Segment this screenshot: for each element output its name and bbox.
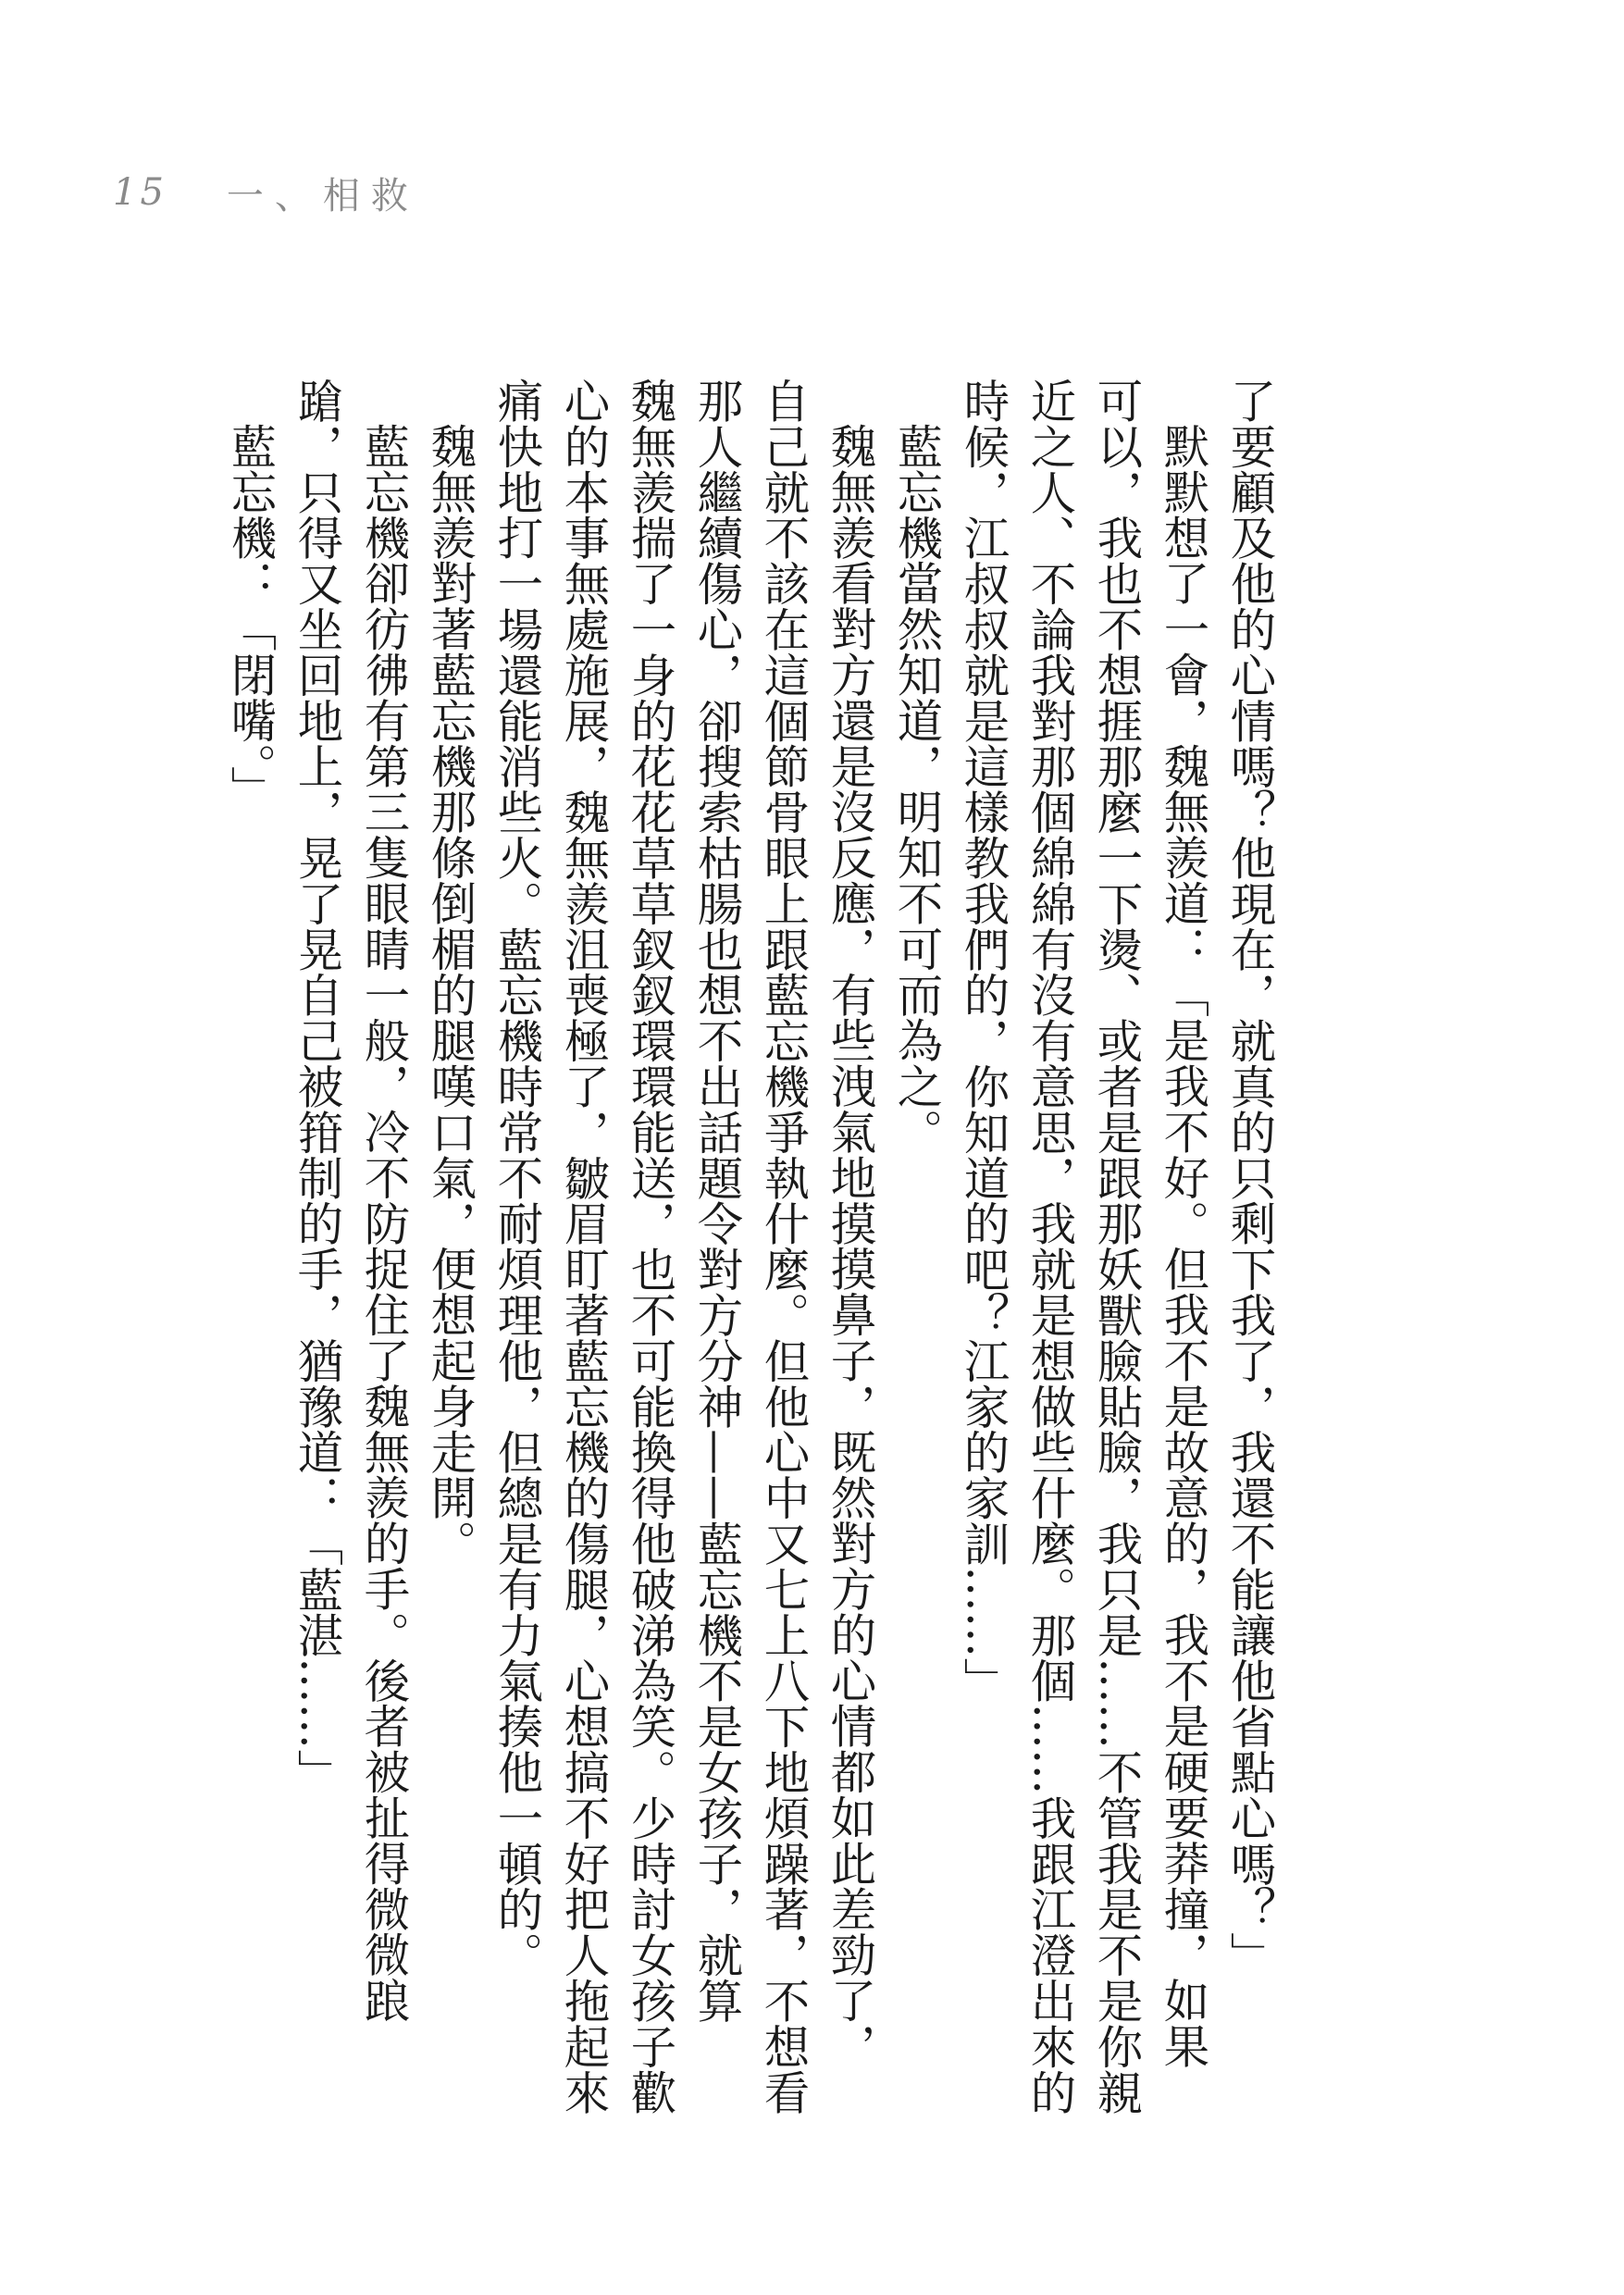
body-text [224, 378, 1283, 2115]
text-column: 心的本事無處施展，魏無羨沮喪極了，皺眉盯著藍忘機的傷腿，心想搞不好把人拖起來 [557, 378, 611, 2115]
text-column: 魏無羨揣了一身的花花草草釵釵環環能送，也不可能換得他破涕為笑。少時討女孩子歡 [624, 378, 677, 2115]
text-column: 藍忘機：「閉嘴。」 [224, 423, 278, 813]
text-column: 可以，我也不想捱那麼一下燙、或者是跟那妖獸臉貼臉，我只是……不管我是不是你親 [1090, 378, 1144, 2115]
text-column: 近之人、不論我對那個綿綿有沒有意思，我就是想做些什麼。那個……我跟江澄出來的 [1023, 378, 1077, 2115]
running-header [113, 165, 419, 220]
text-column: 自己就不該在這個節骨眼上跟藍忘機爭執什麼。但他心中又七上八下地煩躁著，不想看 [757, 378, 811, 2115]
text-column: 藍忘機卻彷彿有第三隻眼睛一般，冷不防捉住了魏無羨的手。後者被扯得微微踉 [357, 423, 411, 2024]
text-column: 了要顧及他的心情嗎？他現在，就真的只剩下我了，我還不能讓他省點心嗎？」 [1223, 378, 1277, 1978]
text-column: 痛快地打一場還能消些火。藍忘機時常不耐煩理他，但總是有力氣揍他一頓的。 [490, 378, 544, 1978]
page-number: 15 [113, 171, 167, 214]
text-column: 默默想了一會，魏無羨道：「是我不好。但我不是故意的，我不是硬要莽撞，如果 [1157, 423, 1210, 2069]
text-column: 蹌，只得又坐回地上，晃了晃自己被箝制的手，猶豫道：「藍湛……」 [291, 378, 344, 1795]
text-column: 時候，江叔叔就是這樣教我們的，你知道的吧？江家的家訓……」 [957, 378, 1010, 1704]
text-column: 魏無羨看對方還是沒反應，有些洩氣地摸摸鼻子，既然對方的心情都如此差勁了， [824, 423, 877, 2069]
text-column: 魏無羨對著藍忘機那條倒楣的腿嘆口氣，便想起身走開。 [424, 423, 477, 1567]
chapter-title: 一、相救 [226, 174, 419, 217]
text-column: 藍忘機當然知道，明知不可而為之。 [890, 423, 944, 1155]
text-column: 那人繼續傷心，卻搜索枯腸也想不出話題令對方分神——藍忘機不是女孩子，就算 [690, 378, 744, 2024]
